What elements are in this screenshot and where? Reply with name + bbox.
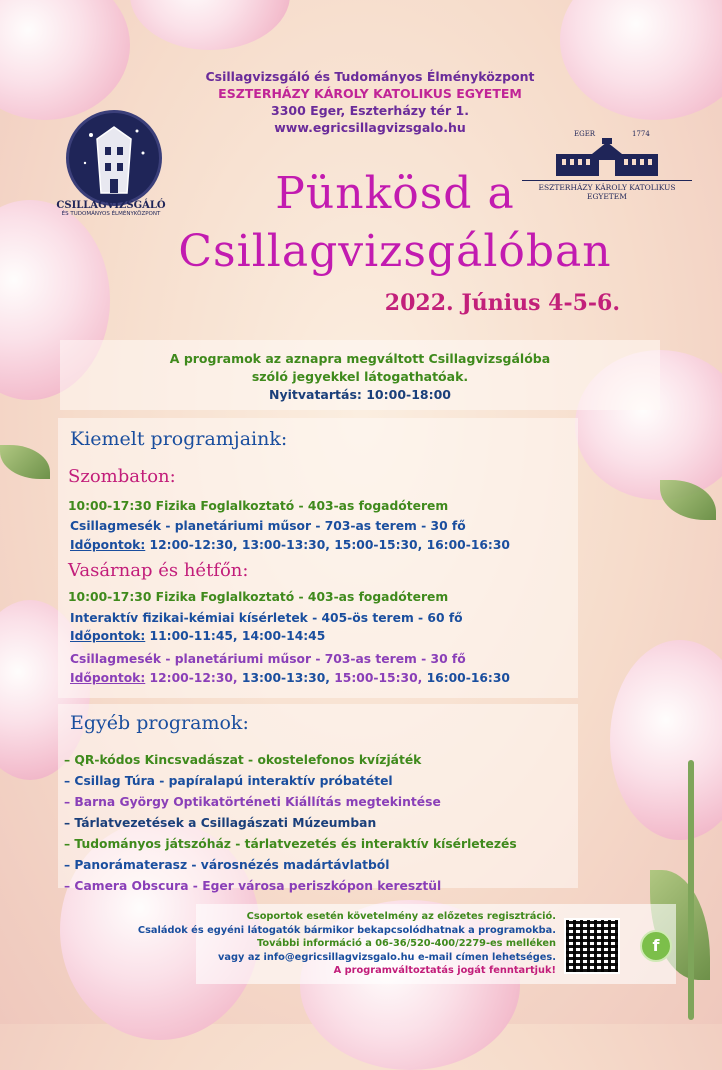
qr-code-icon[interactable] xyxy=(564,918,620,974)
sunday-monday-heading: Vasárnap és hétfőn: xyxy=(68,560,249,581)
intro-line-2: szóló jegyekkel látogathatóak. xyxy=(251,369,469,384)
stem-right xyxy=(688,760,694,1020)
peony-top-center xyxy=(130,0,290,50)
peony-right-low xyxy=(610,640,722,840)
sunday-line-1: 10:00-17:30 Fizika Foglalkoztató - 403-as fogadóterem xyxy=(68,590,449,604)
footer-line-4: vagy az info@egricsillagvizsgalo.hu e-mail címen lehetséges. xyxy=(218,951,556,963)
footer-line-2: Családok és egyéni látogatók bármikor bekapcsolódhatnak a programokba. xyxy=(137,924,556,936)
sunday-line-3: Csillagmesék - planetáriumi műsor - 703-as terem - 30 fő xyxy=(70,652,466,666)
saturday-line-1: 10:00-17:30 Fizika Foglalkoztató - 403-as fogadóterem xyxy=(68,499,449,513)
sunday-times-1-label: Időpontok: xyxy=(70,629,146,643)
observatory-logo xyxy=(66,110,162,206)
leaf-left xyxy=(0,445,50,479)
footer-line-1: Csoportok esetén követelmény az előzetes regisztráció. xyxy=(246,911,556,922)
other-item-6: – Panorámaterasz - városnézés madártávlatból xyxy=(64,858,390,872)
title-line-2: Csillagvizsgálóban xyxy=(178,226,612,277)
footer xyxy=(104,910,556,978)
university-logo-year: 1774 xyxy=(632,130,650,138)
sunday-times-1 xyxy=(70,629,325,643)
sunday-times-2 xyxy=(70,671,510,685)
saturday-times-label: Időpontok: xyxy=(70,538,146,552)
footer-line-5: A programváltoztatás jogát fenntartjuk! xyxy=(333,965,556,976)
title-line-1: Pünkösd a xyxy=(275,168,515,219)
other-item-2: – Csillag Túra - papíralapú interaktív próbatétel xyxy=(64,774,393,788)
other-item-7: – Camera Obscura - Eger városa periszkópon keresztül xyxy=(64,879,442,893)
observatory-tower-icon xyxy=(69,113,159,203)
other-item-5: – Tudományos játszóház - tárlatvezetés és interaktív kísérletezés xyxy=(64,837,517,851)
other-item-3: – Barna György Optikatörténeti Kiállítás megtekintése xyxy=(64,795,441,809)
university-logo-name: ESZTERHÁZY KÁROLY KATOLIKUS EGYETEM xyxy=(522,180,692,201)
saturday-times xyxy=(70,538,510,552)
event-date: 2022. Június 4-5-6. xyxy=(384,290,620,316)
other-heading: Egyéb programok: xyxy=(70,712,249,734)
sunday-times-2-b: 13:00-13:30, xyxy=(241,671,330,685)
saturday-line-2: Csillagmesék - planetáriumi műsor - 703-as terem - 30 fő xyxy=(70,519,466,533)
header-website[interactable]: www.egricsillagvizsgalo.hu xyxy=(274,120,466,135)
saturday-times-value: 12:00-12:30, 13:00-13:30, 15:00-15:30, 16:00-16:30 xyxy=(149,538,510,552)
observatory-logo-name: CSILLAGVIZSGÁLÓ xyxy=(56,200,166,211)
sunday-times-2-a: 12:00-12:30, xyxy=(149,671,238,685)
header-org: Csillagvizsgáló és Tudományos Élményközpont xyxy=(205,69,535,84)
header-university: ESZTERHÁZY KÁROLY KATOLIKUS EGYETEM xyxy=(218,86,522,101)
observatory-logo-sub: ÉS TUDOMÁNYOS ÉLMÉNYKÖZPONT xyxy=(61,211,161,217)
sunday-times-1-value: 11:00-11:45, 14:00-14:45 xyxy=(149,629,326,643)
header-address: 3300 Eger, Eszterházy tér 1. xyxy=(271,103,469,118)
other-item-1: – QR-kódos Kincsvadászat - okostelefonos kvízjáték xyxy=(64,753,422,767)
intro xyxy=(100,350,620,404)
sunday-times-2-d: 16:00-16:30 xyxy=(426,671,510,685)
sunday-times-2-c: 15:00-15:30, xyxy=(334,671,423,685)
sunday-times-2-label: Időpontok: xyxy=(70,671,146,685)
featured-heading: Kiemelt programjaink: xyxy=(70,428,288,450)
peony-top-left xyxy=(0,0,130,120)
intro-line-1: A programok az aznapra megváltott Csillagvizsgálóba xyxy=(169,351,551,366)
sunday-line-2: Interaktív fizikai-kémiai kísérletek - 405-ös terem - 60 fő xyxy=(70,611,463,625)
saturday-heading: Szombaton: xyxy=(68,466,176,487)
facebook-icon[interactable]: f xyxy=(640,930,672,962)
other-item-4: – Tárlatvezetések a Csillagászati Múzeumban xyxy=(64,816,377,830)
university-logo-eger: EGER xyxy=(574,130,596,138)
opening-hours: Nyitvatartás: 10:00-18:00 xyxy=(269,387,451,402)
footer-line-3: További információ a 06-36/520-400/2279-es melléken xyxy=(257,938,556,949)
